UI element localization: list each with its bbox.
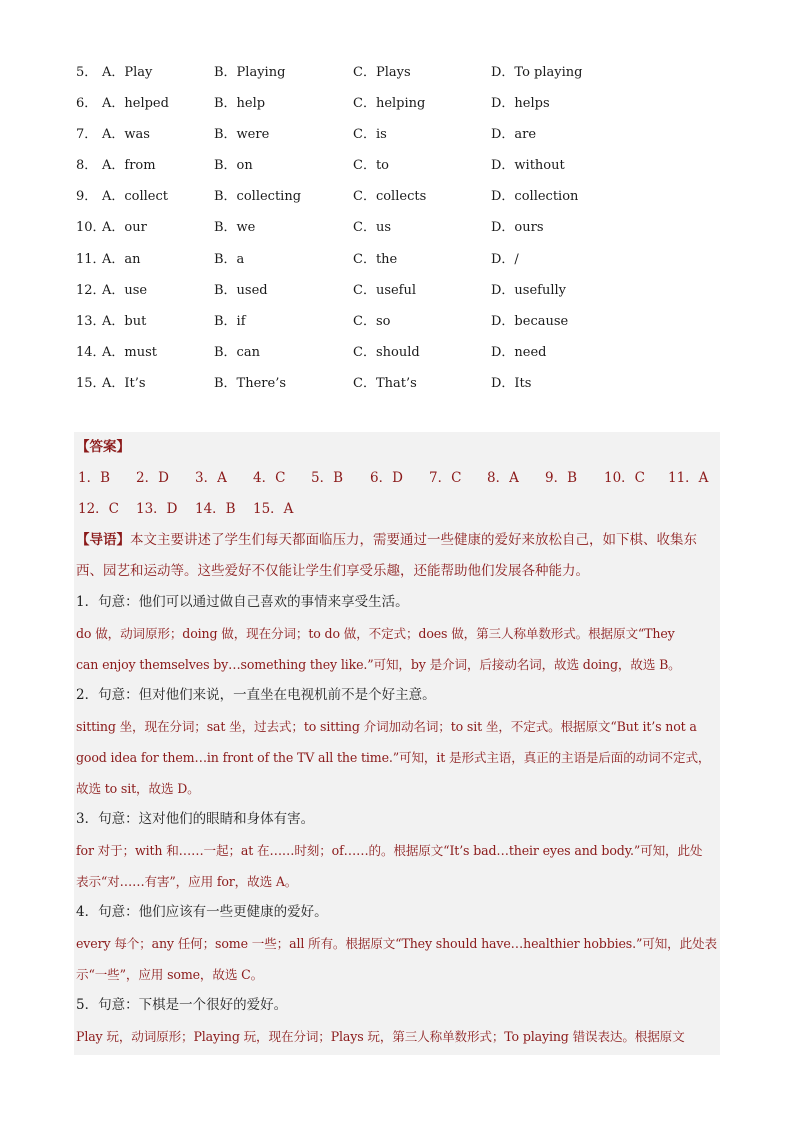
intro-line-2: 西、园艺和运动等。这些爱好不仅能让学生们享受乐趣，还能帮助他们发展各种能力。 xyxy=(76,563,589,579)
option-c: C．Plays xyxy=(353,65,411,80)
option-row xyxy=(0,119,794,150)
option-row xyxy=(0,244,794,275)
option-b: B．can xyxy=(214,344,260,360)
option-d: D．To playing xyxy=(491,65,583,80)
option-row xyxy=(0,181,794,212)
option-d: D．usefully xyxy=(491,282,567,298)
option-c: C．collects xyxy=(353,189,427,205)
option-c: C．to xyxy=(353,158,389,174)
option-d: D．helps xyxy=(491,96,550,112)
option-a: A．It’s xyxy=(102,375,146,391)
option-c: C．helping xyxy=(353,96,426,112)
q3-explanation-2: 表示“对……有害”，应用 for，故选 A。 xyxy=(76,874,298,889)
q2-explanation-3: 故选 to sit，故选 D。 xyxy=(76,781,200,796)
option-d: D．without xyxy=(491,158,565,174)
option-a: A．helped xyxy=(102,96,169,112)
option-d: D．because xyxy=(491,313,569,329)
option-row xyxy=(0,88,794,119)
option-c: C．us xyxy=(353,220,391,236)
q4-explanation-1: every 每个；any 任何；some 一些；all 所有。根据原文“They should have…healthier hobbies.”可知，此处表 xyxy=(76,936,717,951)
answer-item: 4．C xyxy=(253,470,286,486)
option-c: C．useful xyxy=(353,282,417,298)
option-row xyxy=(0,275,794,306)
option-b: B．used xyxy=(214,282,268,298)
intro-heading: 【导语】 xyxy=(76,532,130,548)
option-c: C．is xyxy=(353,127,387,143)
answer-item: 6．D xyxy=(370,470,403,486)
option-row xyxy=(0,57,794,88)
answer-item: 12．C xyxy=(78,501,120,517)
option-d: D．are xyxy=(491,127,537,143)
question-number: 12． xyxy=(76,282,106,298)
option-b: B．a xyxy=(214,251,245,267)
answer-key-row-2 xyxy=(76,494,720,525)
q2-title: 2．句意：但对他们来说，一直坐在电视机前不是个好主意。 xyxy=(76,687,436,703)
answer-item: 13．D xyxy=(136,501,178,517)
answer-item: 10．C xyxy=(604,470,646,486)
q3-explanation-1: for 对于；with 和……一起；at 在……时刻；of……的。根据原文“It’s bad…their eyes and body.”可知，此处 xyxy=(76,843,703,858)
question-number: 6． xyxy=(76,96,98,112)
option-a: A．collect xyxy=(102,189,169,205)
question-number: 11． xyxy=(76,251,106,267)
option-a: A．must xyxy=(102,344,157,360)
q5-explanation-1: Play 玩，动词原形；Playing 玩，现在分词；Plays 玩，第三人称单数形式；To playing 错误表达。根据原文 xyxy=(76,1029,685,1044)
option-b: B．on xyxy=(214,158,253,174)
q1-explanation-1: do 做，动词原形；doing 做，现在分词；to do 做，不定式；does 做，第三人称单数形式。根据原文“They xyxy=(76,626,675,641)
q3-title: 3．句意：这对他们的眼睛和身体有害。 xyxy=(76,811,315,827)
option-d: D．/ xyxy=(491,251,519,267)
answer-item: 11．A xyxy=(668,470,709,486)
q2-explanation-1: sitting 坐，现在分词；sat 坐，过去式；to sitting 介词加动名词；to sit 坐，不定式。根据原文“But it’s not a xyxy=(76,719,697,734)
question-number: 14． xyxy=(76,344,106,360)
question-number: 8． xyxy=(76,158,98,174)
option-b: B．Playing xyxy=(214,65,286,80)
question-number: 10． xyxy=(76,220,106,236)
answer-item: 1．B xyxy=(78,470,111,486)
answer-item: 2．D xyxy=(136,470,169,486)
q1-title: 1．句意：他们可以通过做自己喜欢的事情来享受生活。 xyxy=(76,594,409,610)
option-row xyxy=(0,368,794,399)
answer-item: 15．A xyxy=(253,501,294,517)
q4-explanation-2: 示“一些”，应用 some，故选 C。 xyxy=(76,967,264,982)
options-list xyxy=(0,57,794,399)
option-row xyxy=(0,306,794,337)
answer-heading: 【答案】 xyxy=(76,439,130,455)
intro-text-1: 本文主要讲述了学生们每天都面临压力，需要通过一些健康的爱好来放松自己，如下棋、收集东 xyxy=(130,532,697,548)
answer-item: 3．A xyxy=(195,470,227,486)
question-number: 5． xyxy=(76,65,98,80)
option-row xyxy=(0,212,794,243)
question-number: 9． xyxy=(76,189,98,205)
answer-item: 14．B xyxy=(195,501,236,517)
option-b: B．collecting xyxy=(214,189,302,205)
answer-item: 8．A xyxy=(487,470,519,486)
option-row xyxy=(0,150,794,181)
option-d: D．Its xyxy=(491,375,532,391)
q2-explanation-2: good idea for them…in front of the TV all the time.”可知，it 是形式主语，真正的主语是后面的动词不定式， xyxy=(76,750,711,765)
option-a: A．was xyxy=(102,127,150,143)
option-b: B．we xyxy=(214,220,256,236)
intro-line-1 xyxy=(76,525,720,556)
option-b: B．were xyxy=(214,127,270,143)
option-c: C．That’s xyxy=(353,375,417,391)
option-a: A．use xyxy=(102,282,148,298)
option-c: C．the xyxy=(353,251,398,267)
answer-explanation-block xyxy=(74,432,720,1055)
q4-title: 4．句意：他们应该有一些更健康的爱好。 xyxy=(76,904,328,920)
q5-title: 5．句意：下棋是一个很好的爱好。 xyxy=(76,997,288,1013)
option-c: C．should xyxy=(353,344,420,360)
option-b: B．help xyxy=(214,96,266,112)
q1-explanation-2: can enjoy themselves by…something they like.”可知，by 是介词，后接动名词，故选 doing，故选 B。 xyxy=(76,657,681,672)
option-a: A．our xyxy=(102,220,147,236)
option-b: B．There’s xyxy=(214,375,287,391)
option-row xyxy=(0,337,794,368)
answer-item: 5．B xyxy=(311,470,344,486)
question-number: 13． xyxy=(76,313,106,329)
option-a: A．an xyxy=(102,251,141,267)
question-number: 15． xyxy=(76,375,106,391)
option-d: D．collection xyxy=(491,189,579,205)
option-d: D．ours xyxy=(491,220,544,236)
option-a: A．from xyxy=(102,158,156,174)
answer-key-row-1 xyxy=(76,463,720,494)
option-d: D．need xyxy=(491,344,547,360)
option-a: A．Play xyxy=(102,65,153,80)
option-a: A．but xyxy=(102,313,147,329)
answer-item: 9．B xyxy=(545,470,578,486)
answer-heading-line xyxy=(76,432,720,463)
option-b: B．if xyxy=(214,313,246,329)
answer-item: 7．C xyxy=(429,470,462,486)
option-c: C．so xyxy=(353,313,391,329)
question-number: 7． xyxy=(76,127,98,143)
